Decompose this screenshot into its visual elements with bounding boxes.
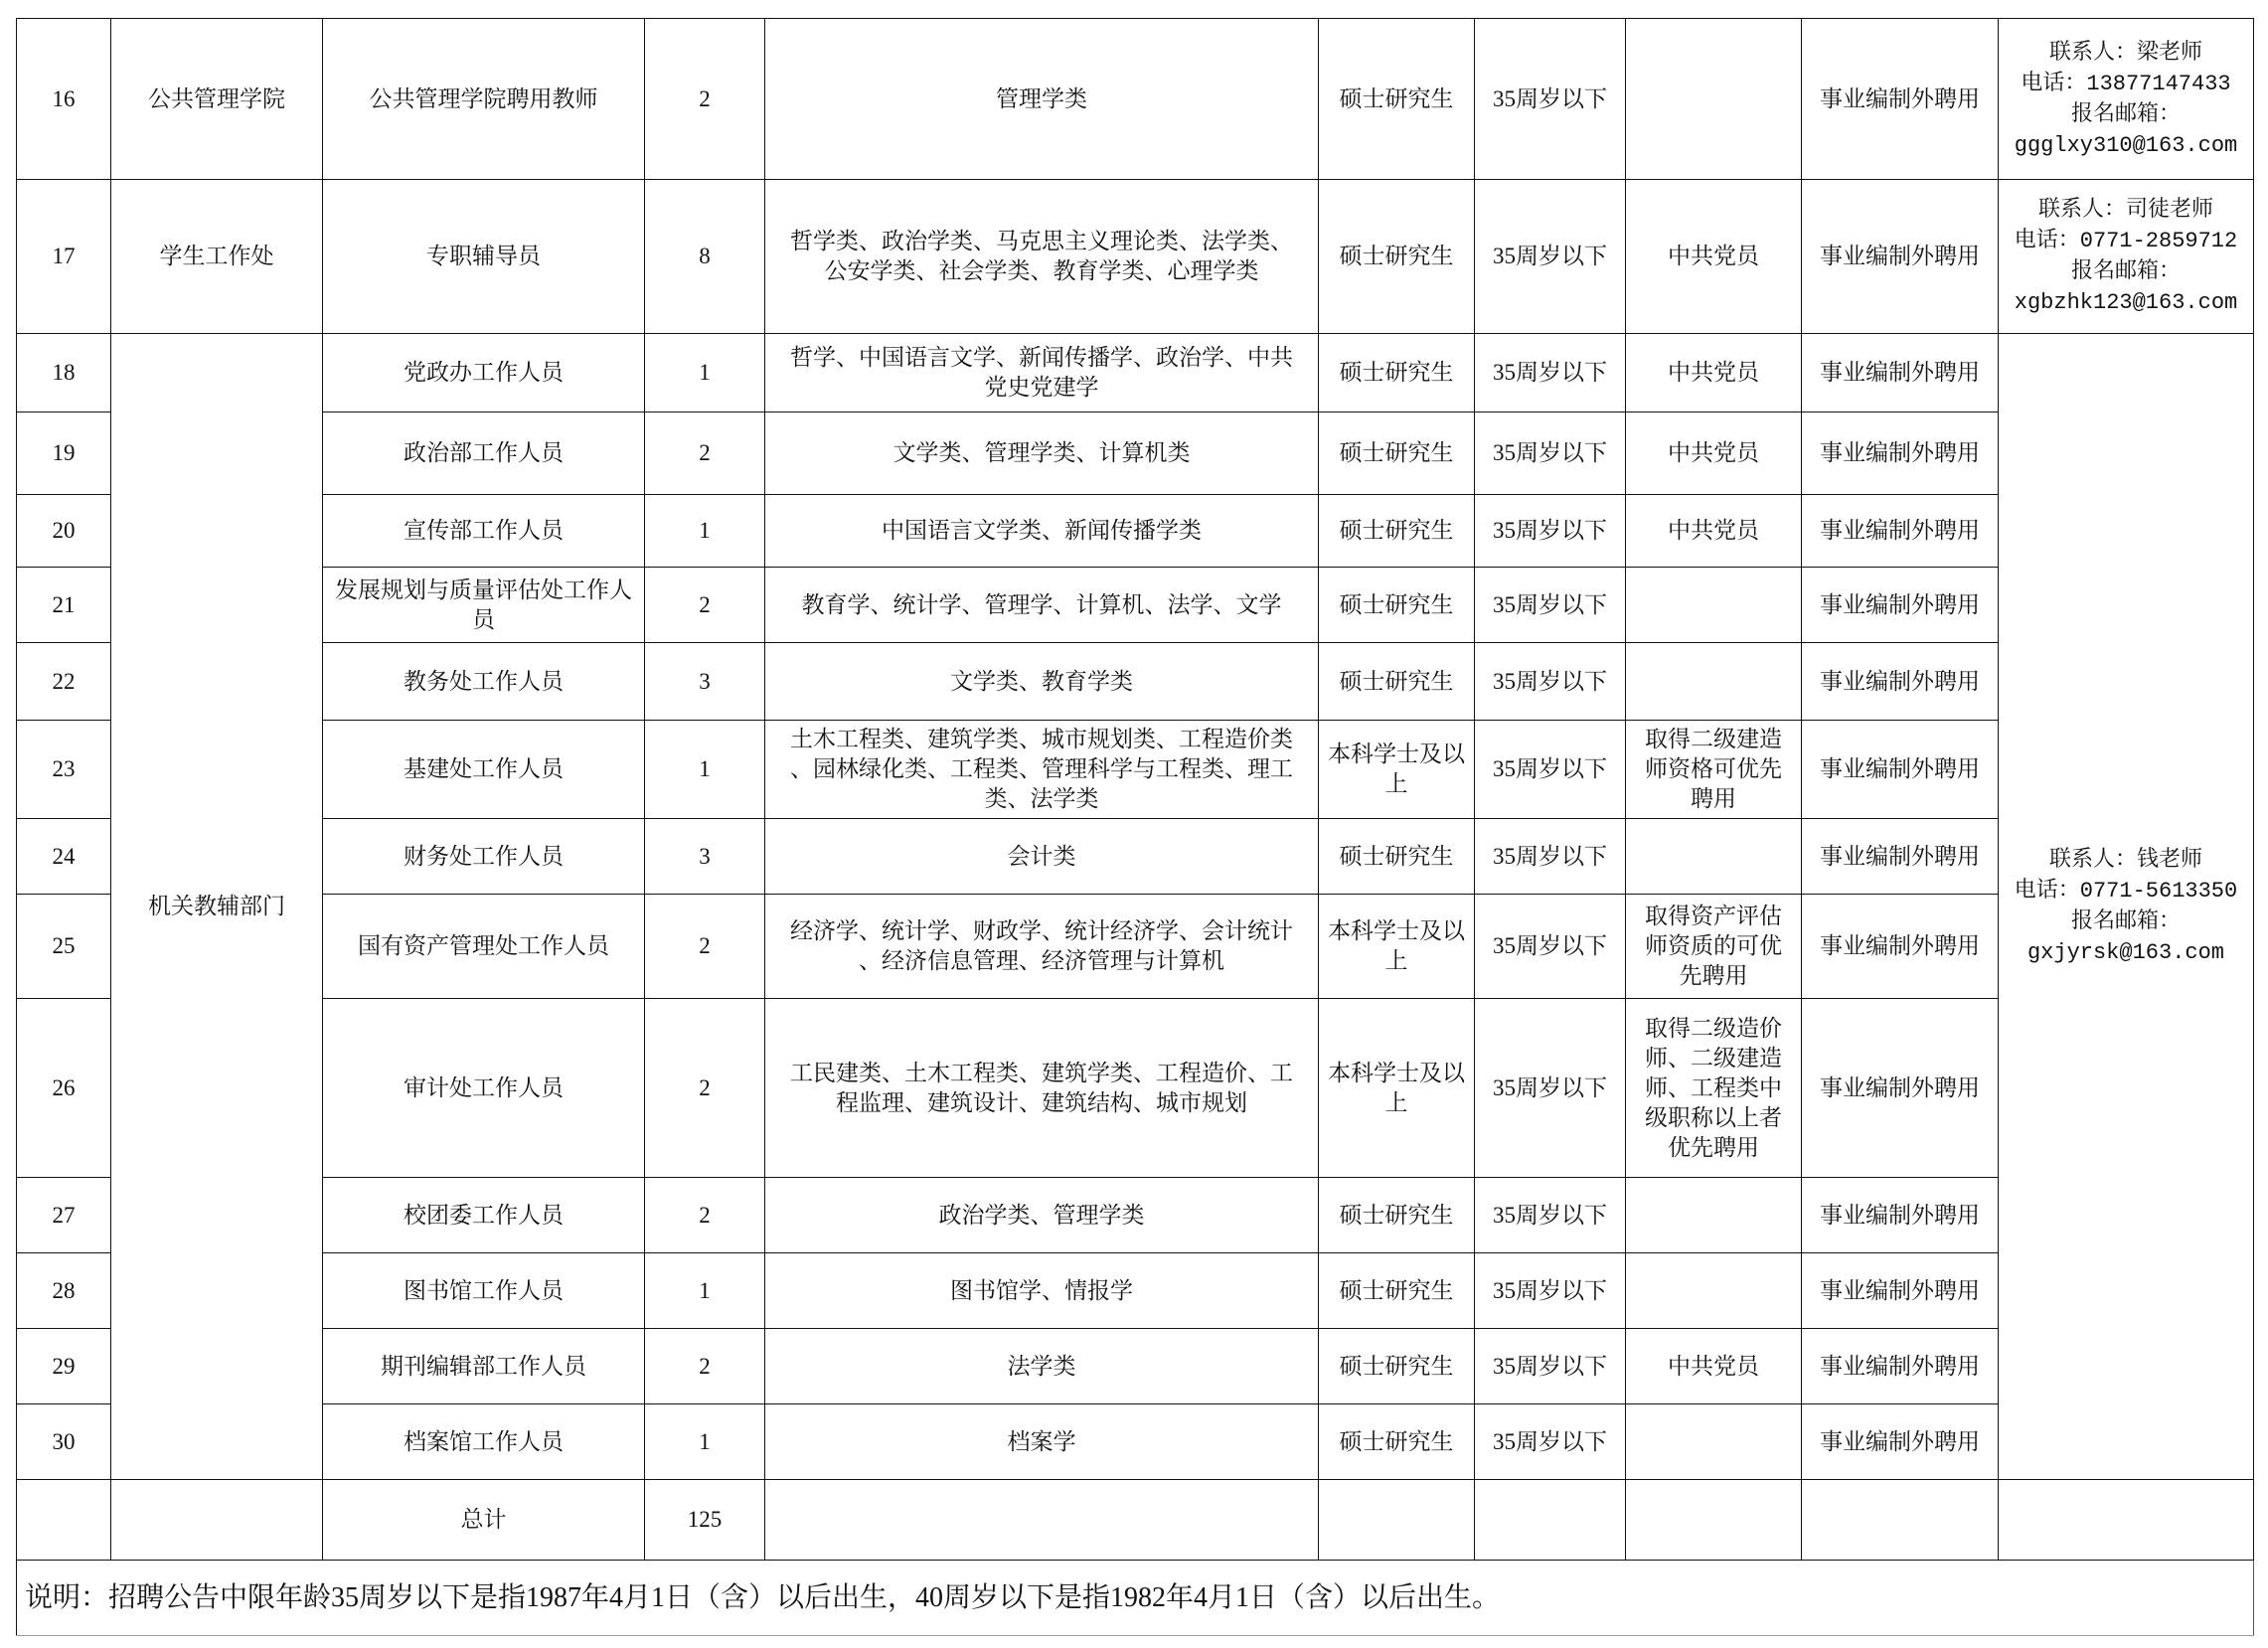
cell-position: 党政办工作人员 <box>323 334 645 412</box>
cell-requirement: 中共党员 <box>1626 495 1802 568</box>
cell-requirement-line: 师资质的可优 <box>1645 933 1782 958</box>
cell-empty <box>111 1480 323 1561</box>
cell-contact-line: 报名邮箱： <box>2070 101 2181 127</box>
cell-major-line: 党史党建学 <box>984 375 1099 400</box>
note-text: 说明：招聘公告中限年龄35周岁以下是指1987年4月1日（含）以后出生，40周岁以下是指1982年4月1日（含）以后出生。 <box>17 1561 2254 1636</box>
cell-requirement: 中共党员 <box>1626 334 1802 412</box>
cell-count: 1 <box>645 334 765 412</box>
note-row <box>17 1561 2254 1636</box>
cell-no: 20 <box>17 495 111 568</box>
cell-count: 2 <box>645 895 765 999</box>
cell-contact <box>1999 19 2254 180</box>
cell-requirement: 中共党员 <box>1626 412 1802 495</box>
cell-requirement <box>1626 1404 1802 1480</box>
cell-major: 文学类、管理学类、计算机类 <box>765 412 1319 495</box>
cell-major-line: 经济学、统计学、财政学、统计经济学、会计统计 <box>790 918 1293 943</box>
cell-hiring-type: 事业编制外聘用 <box>1802 334 1999 412</box>
cell-position: 政治部工作人员 <box>323 412 645 495</box>
cell-age: 35周岁以下 <box>1475 1178 1626 1253</box>
table-row <box>17 999 2254 1178</box>
cell-major-line: 、经济信息管理、经济管理与计算机 <box>859 948 1224 973</box>
cell-count: 3 <box>645 643 765 721</box>
cell-position-line: 员 <box>472 606 495 632</box>
cell-no: 22 <box>17 643 111 721</box>
table-row <box>17 1404 2254 1480</box>
cell-no: 26 <box>17 999 111 1178</box>
cell-requirement-line: 取得二级建造 <box>1645 727 1782 751</box>
cell-requirement-line: 师资格可优先 <box>1645 756 1782 781</box>
cell-major-line: 土木工程类、建筑学类、城市规划类、工程造价类 <box>790 727 1293 751</box>
cell-position: 教务处工作人员 <box>323 643 645 721</box>
cell-hiring-type: 事业编制外聘用 <box>1802 412 1999 495</box>
cell-major: 教育学、统计学、管理学、计算机、法学、文学 <box>765 568 1319 643</box>
cell-education-line: 本科学士及以 <box>1328 918 1465 943</box>
cell-position: 基建处工作人员 <box>323 721 645 819</box>
cell-major-line: 公安学类、社会学类、教育学类、心理学类 <box>824 258 1259 283</box>
cell-position: 审计处工作人员 <box>323 999 645 1178</box>
cell-major-line: 、园林绿化类、工程类、管理科学与工程类、理工 <box>790 756 1293 781</box>
cell-position: 期刊编辑部工作人员 <box>323 1329 645 1404</box>
table-row <box>17 895 2254 999</box>
table-row <box>17 1178 2254 1253</box>
cell-requirement <box>1626 568 1802 643</box>
cell-major: 政治学类、管理学类 <box>765 1178 1319 1253</box>
cell-major-line: 类、法学类 <box>984 786 1099 811</box>
cell-age: 35周岁以下 <box>1475 1253 1626 1329</box>
cell-hiring-type: 事业编制外聘用 <box>1802 495 1999 568</box>
cell-position: 国有资产管理处工作人员 <box>323 895 645 999</box>
recruitment-table <box>16 18 2254 1636</box>
table-row <box>17 180 2254 334</box>
cell-contact-line: 电话：0771-2859712 <box>2014 229 2238 253</box>
cell-no: 29 <box>17 1329 111 1404</box>
cell-empty <box>1802 1480 1999 1561</box>
cell-requirement <box>1626 999 1802 1178</box>
cell-education <box>1319 999 1475 1178</box>
cell-education-line: 本科学士及以 <box>1328 1060 1465 1085</box>
cell-hiring-type: 事业编制外聘用 <box>1802 568 1999 643</box>
cell-count: 2 <box>645 999 765 1178</box>
cell-requirement: 中共党员 <box>1626 180 1802 334</box>
table-row <box>17 19 2254 180</box>
cell-contact-line: 报名邮箱： <box>2070 259 2181 284</box>
cell-hiring-type: 事业编制外聘用 <box>1802 180 1999 334</box>
cell-major: 法学类 <box>765 1329 1319 1404</box>
cell-education <box>1319 721 1475 819</box>
cell-contact-line: 电话：0771-5613350 <box>2014 879 2238 904</box>
cell-position: 财务处工作人员 <box>323 819 645 895</box>
cell-contact-line: gxjyrsk@163.com <box>2026 940 2225 965</box>
cell-education-line: 上 <box>1384 771 1408 796</box>
cell-no: 16 <box>17 19 111 180</box>
cell-hiring-type: 事业编制外聘用 <box>1802 1178 1999 1253</box>
cell-age: 35周岁以下 <box>1475 1404 1626 1480</box>
cell-requirement <box>1626 643 1802 721</box>
cell-requirement <box>1626 1253 1802 1329</box>
cell-no: 27 <box>17 1178 111 1253</box>
cell-count: 1 <box>645 721 765 819</box>
cell-empty <box>1626 1480 1802 1561</box>
cell-major: 中国语言文学类、新闻传播学类 <box>765 495 1319 568</box>
cell-position: 校团委工作人员 <box>323 1178 645 1253</box>
cell-requirement <box>1626 721 1802 819</box>
cell-age: 35周岁以下 <box>1475 19 1626 180</box>
table-row <box>17 1329 2254 1404</box>
cell-age: 35周岁以下 <box>1475 721 1626 819</box>
cell-education <box>1319 895 1475 999</box>
cell-position: 专职辅导员 <box>323 180 645 334</box>
cell-empty <box>1999 1480 2254 1561</box>
cell-requirement-line: 先聘用 <box>1679 963 1748 988</box>
cell-education-line: 上 <box>1384 1089 1408 1115</box>
cell-requirement-line: 取得二级造价 <box>1645 1015 1782 1041</box>
cell-contact-line: 联系人：钱老师 <box>2048 848 2202 873</box>
cell-hiring-type: 事业编制外聘用 <box>1802 1253 1999 1329</box>
cell-major <box>765 334 1319 412</box>
cell-education: 硕士研究生 <box>1319 412 1475 495</box>
cell-education: 硕士研究生 <box>1319 1178 1475 1253</box>
cell-hiring-type: 事业编制外聘用 <box>1802 819 1999 895</box>
cell-age: 35周岁以下 <box>1475 334 1626 412</box>
table-row <box>17 721 2254 819</box>
cell-major <box>765 180 1319 334</box>
cell-requirement-line: 优先聘用 <box>1668 1134 1759 1160</box>
recruitment-document <box>16 18 2253 1636</box>
cell-age: 35周岁以下 <box>1475 412 1626 495</box>
cell-requirement-line: 师、工程类中 <box>1645 1074 1782 1100</box>
cell-department: 公共管理学院 <box>111 19 323 180</box>
cell-major-line: 程监理、建筑设计、建筑结构、城市规划 <box>836 1089 1247 1115</box>
cell-no: 25 <box>17 895 111 999</box>
cell-count: 3 <box>645 819 765 895</box>
cell-department: 学生工作处 <box>111 180 323 334</box>
cell-major: 档案学 <box>765 1404 1319 1480</box>
cell-hiring-type: 事业编制外聘用 <box>1802 895 1999 999</box>
cell-requirement: 中共党员 <box>1626 1329 1802 1404</box>
cell-education-line: 本科学士及以 <box>1328 742 1465 766</box>
cell-department: 机关教辅部门 <box>111 334 323 1480</box>
cell-no: 24 <box>17 819 111 895</box>
cell-contact <box>1999 334 2254 1480</box>
cell-contact-line: 联系人：梁老师 <box>2048 40 2202 66</box>
cell-no: 21 <box>17 568 111 643</box>
cell-no: 23 <box>17 721 111 819</box>
table-row <box>17 495 2254 568</box>
cell-hiring-type: 事业编制外聘用 <box>1802 643 1999 721</box>
cell-count: 2 <box>645 412 765 495</box>
cell-age: 35周岁以下 <box>1475 568 1626 643</box>
cell-requirement <box>1626 1178 1802 1253</box>
cell-age: 35周岁以下 <box>1475 999 1626 1178</box>
cell-no: 17 <box>17 180 111 334</box>
cell-empty <box>765 1480 1319 1561</box>
cell-count: 1 <box>645 495 765 568</box>
cell-position: 档案馆工作人员 <box>323 1404 645 1480</box>
cell-education-line: 上 <box>1384 948 1408 973</box>
table-row <box>17 1253 2254 1329</box>
cell-major: 管理学类 <box>765 19 1319 180</box>
cell-position: 公共管理学院聘用教师 <box>323 19 645 180</box>
cell-major <box>765 999 1319 1178</box>
cell-no: 28 <box>17 1253 111 1329</box>
cell-education: 硕士研究生 <box>1319 819 1475 895</box>
cell-age: 35周岁以下 <box>1475 495 1626 568</box>
cell-major: 会计类 <box>765 819 1319 895</box>
cell-age: 35周岁以下 <box>1475 895 1626 999</box>
cell-position: 图书馆工作人员 <box>323 1253 645 1329</box>
table-row <box>17 643 2254 721</box>
cell-major: 图书馆学、情报学 <box>765 1253 1319 1329</box>
cell-major-line: 工民建类、土木工程类、建筑学类、工程造价、工 <box>790 1060 1293 1085</box>
total-count: 125 <box>645 1480 765 1561</box>
cell-education: 硕士研究生 <box>1319 1253 1475 1329</box>
cell-education: 硕士研究生 <box>1319 334 1475 412</box>
cell-age: 35周岁以下 <box>1475 180 1626 334</box>
table-row <box>17 412 2254 495</box>
cell-contact-line: 报名邮箱： <box>2070 909 2181 934</box>
cell-major <box>765 721 1319 819</box>
cell-position-line: 发展规划与质量评估处工作人 <box>335 577 632 602</box>
cell-major <box>765 895 1319 999</box>
cell-count: 2 <box>645 568 765 643</box>
cell-education: 硕士研究生 <box>1319 643 1475 721</box>
cell-requirement <box>1626 19 1802 180</box>
cell-count: 2 <box>645 1329 765 1404</box>
cell-contact-line: ggglxy310@163.com <box>2014 132 2238 158</box>
cell-position: 宣传部工作人员 <box>323 495 645 568</box>
cell-no: 18 <box>17 334 111 412</box>
cell-requirement-line: 聘用 <box>1691 786 1736 811</box>
cell-count: 8 <box>645 180 765 334</box>
cell-requirement-line: 级职称以上者 <box>1645 1104 1782 1130</box>
cell-education: 硕士研究生 <box>1319 19 1475 180</box>
cell-no: 19 <box>17 412 111 495</box>
table-row <box>17 568 2254 643</box>
cell-hiring-type: 事业编制外聘用 <box>1802 721 1999 819</box>
cell-requirement <box>1626 819 1802 895</box>
table-row <box>17 819 2254 895</box>
cell-contact-line: 电话：13877147433 <box>2021 71 2231 96</box>
cell-education: 硕士研究生 <box>1319 1404 1475 1480</box>
total-label: 总计 <box>323 1480 645 1561</box>
cell-no: 30 <box>17 1404 111 1480</box>
cell-age: 35周岁以下 <box>1475 1329 1626 1404</box>
cell-major: 文学类、教育学类 <box>765 643 1319 721</box>
cell-hiring-type: 事业编制外聘用 <box>1802 999 1999 1178</box>
cell-contact-line: 联系人：司徒老师 <box>2037 198 2213 223</box>
cell-count: 1 <box>645 1253 765 1329</box>
total-row <box>17 1480 2254 1561</box>
cell-requirement <box>1626 895 1802 999</box>
cell-age: 35周岁以下 <box>1475 643 1626 721</box>
cell-education: 硕士研究生 <box>1319 1329 1475 1404</box>
cell-empty <box>1319 1480 1475 1561</box>
cell-age: 35周岁以下 <box>1475 819 1626 895</box>
cell-count: 1 <box>645 1404 765 1480</box>
cell-position <box>323 568 645 643</box>
cell-major-line: 哲学类、政治学类、马克思主义理论类、法学类、 <box>790 229 1293 253</box>
cell-education: 硕士研究生 <box>1319 180 1475 334</box>
cell-contact <box>1999 180 2254 334</box>
cell-empty <box>1475 1480 1626 1561</box>
cell-education: 硕士研究生 <box>1319 495 1475 568</box>
cell-major-line: 哲学、中国语言文学、新闻传播学、政治学、中共 <box>790 345 1293 370</box>
cell-requirement-line: 取得资产评估 <box>1645 904 1782 928</box>
cell-hiring-type: 事业编制外聘用 <box>1802 19 1999 180</box>
cell-hiring-type: 事业编制外聘用 <box>1802 1329 1999 1404</box>
table-row <box>17 334 2254 412</box>
cell-hiring-type: 事业编制外聘用 <box>1802 1404 1999 1480</box>
cell-requirement-line: 师、二级建造 <box>1645 1045 1782 1071</box>
cell-count: 2 <box>645 1178 765 1253</box>
cell-education: 硕士研究生 <box>1319 568 1475 643</box>
cell-contact-line: xgbzhk123@163.com <box>2014 290 2238 315</box>
cell-count: 2 <box>645 19 765 180</box>
cell-empty <box>17 1480 111 1561</box>
